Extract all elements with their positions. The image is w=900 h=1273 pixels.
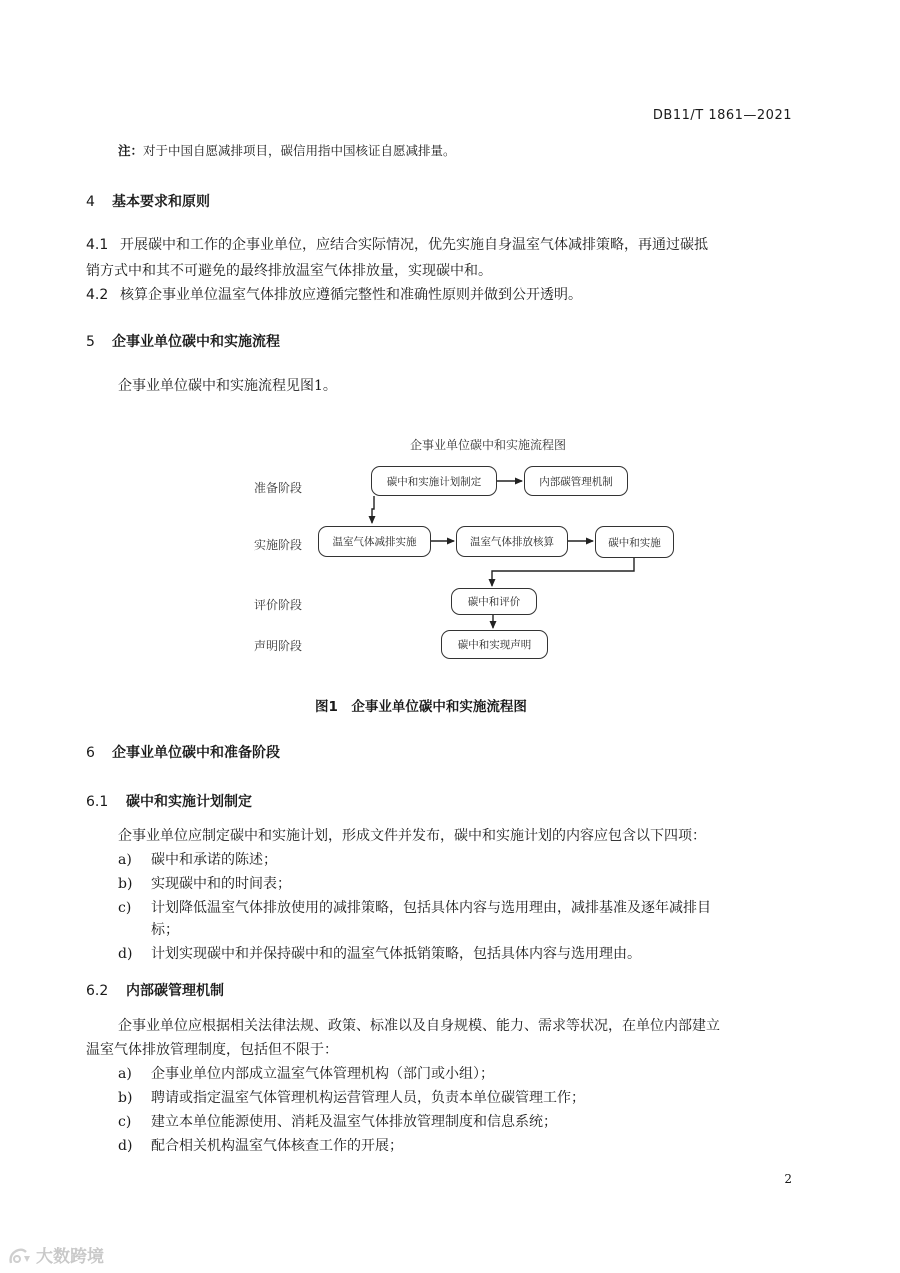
watermark-logo-icon [8, 1247, 32, 1267]
list-item-text: 企事业单位内部成立温室气体管理机构（部门或小组）； [151, 1066, 494, 1082]
list-item-text: 聘请或指定温室气体管理机构运营管理人员，负责本单位碳管理工作； [151, 1090, 585, 1106]
figure-caption: 图1 企事业单位碳中和实施流程图 [315, 699, 527, 715]
clause-4-2-text: 核算企事业单位温室气体排放应遵循完整性和准确性原则并做到公开透明。 [120, 287, 582, 303]
section-6-heading [86, 742, 280, 762]
list-item [118, 873, 291, 893]
box-account: 温室气体排放核算 [456, 526, 568, 557]
section-5-number: 5 [86, 334, 95, 350]
list-item [118, 849, 277, 869]
clause-4-1-line-2: 销方式中和其不可避免的最终排放温室气体排放量，实现碳中和。 [86, 263, 492, 279]
section-6-2-heading [86, 980, 224, 1000]
list-item [118, 1087, 585, 1107]
standard-code: DB11/T 1861—2021 [652, 108, 792, 123]
list-item-text: 配合相关机构温室气体核查工作的开展； [151, 1138, 403, 1154]
list-item-label: d) [118, 1138, 133, 1154]
stage-impl: 实施阶段 [254, 538, 303, 552]
list-item-text: 计划实现碳中和并保持碳中和的温室气体抵销策略，包括具体内容与选用理由。 [151, 946, 641, 962]
section-6-2-title: 内部碳管理机制 [126, 983, 224, 999]
list-item-text: 碳中和承诺的陈述； [151, 852, 277, 868]
note-text: 对于中国自愿减排项目，碳信用指中国核证自愿减排量。 [143, 143, 456, 158]
page-number: 2 [784, 1172, 792, 1186]
section-6-1-title: 碳中和实施计划制定 [126, 794, 252, 810]
stage-eval: 评价阶段 [254, 598, 303, 612]
box-reduce: 温室气体减排实施 [318, 526, 431, 557]
list-item-text: 计划降低温室气体排放使用的减排策略，包括具体内容与选用理由，减排基准及逐年减排目 [151, 900, 711, 916]
list-item [118, 1063, 494, 1083]
section-4-title: 基本要求和原则 [112, 194, 210, 210]
section-4-number: 4 [86, 194, 95, 210]
clause-4-2-number: 4.2 [86, 287, 109, 303]
watermark-text: 大数跨境 [36, 1247, 104, 1267]
list-item-label: d) [118, 946, 133, 962]
box-evaluate: 碳中和评价 [451, 588, 537, 615]
section-6-1-heading [86, 791, 252, 811]
arrow-plan-to-reduce [372, 496, 374, 523]
list-item [118, 943, 641, 963]
clause-4-1-number: 4.1 [86, 237, 109, 253]
list-item-label: a) [118, 852, 132, 868]
list-item-continuation: 标； [151, 922, 179, 938]
box-declare: 碳中和实现声明 [441, 630, 548, 659]
section-6-1-intro: 企事业单位应制定碳中和实施计划，形成文件并发布，碳中和实施计划的内容应包含以下四项： [118, 828, 706, 844]
list-item-label: b) [118, 876, 133, 892]
section-6-1-number: 6.1 [86, 794, 109, 810]
box-neutral: 碳中和实施 [595, 526, 674, 558]
watermark [8, 1242, 104, 1267]
section-6-2-line-1: 企事业单位应根据相关法律法规、政策、标准以及自身规模、能力、需求等状况，在单位内部建立 [118, 1018, 720, 1034]
list-item [118, 1135, 403, 1155]
list-item-text: 实现碳中和的时间表； [151, 876, 291, 892]
stage-prep: 准备阶段 [254, 481, 303, 495]
stage-decl: 声明阶段 [254, 639, 303, 653]
arrow-neutral-to-evaluate [492, 558, 634, 586]
list-item [118, 897, 711, 917]
list-item-label: b) [118, 1090, 133, 1106]
section-5-title: 企事业单位碳中和实施流程 [112, 334, 280, 350]
section-6-2-number: 6.2 [86, 983, 109, 999]
section-6-2-line-2: 温室气体排放管理制度，包括但不限于： [86, 1042, 338, 1058]
list-item [118, 1111, 557, 1131]
box-internal: 内部碳管理机制 [524, 466, 628, 496]
note-label: 注： [118, 143, 144, 158]
list-item-text: 建立本单位能源使用、消耗及温室气体排放管理制度和信息系统； [151, 1114, 557, 1130]
box-plan: 碳中和实施计划制定 [371, 466, 497, 496]
section-6-number: 6 [86, 745, 95, 761]
list-item-label: a) [118, 1066, 132, 1082]
list-item-label: c) [118, 900, 132, 916]
figure-title: 企事业单位碳中和实施流程图 [410, 438, 567, 452]
clause-4-1-text-1: 开展碳中和工作的企事业单位，应结合实际情况，优先实施自身温室气体减排策略，再通过碳抵 [120, 237, 708, 253]
list-item-label: c) [118, 1114, 132, 1130]
section-6-title: 企事业单位碳中和准备阶段 [112, 745, 280, 761]
section-5-intro: 企事业单位碳中和实施流程见图1。 [118, 378, 337, 394]
